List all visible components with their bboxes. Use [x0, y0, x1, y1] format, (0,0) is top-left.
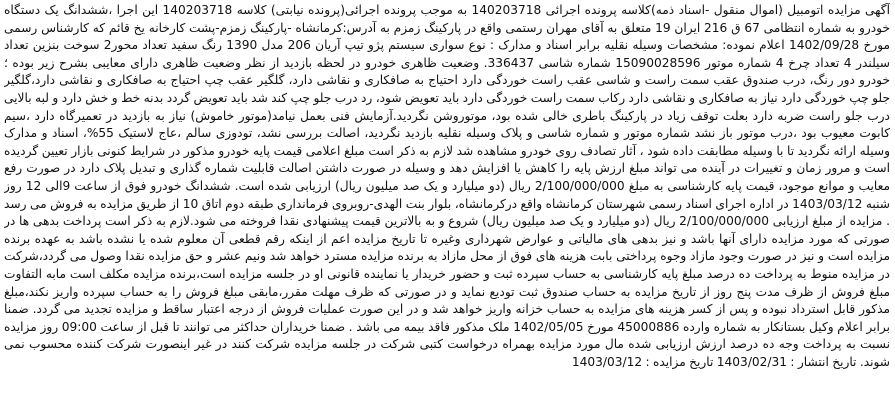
auction-notice: [4, 2, 890, 408]
auction-notice-body: آگهی مزایده اتومبیل (اموال منقول -اسناد ذمه)کلاسه پرونده اجرائی 140203718 به موجب پرونده اجرائی(پرونده نیابتی) کلاسه 140203718 این اجرا ،ششدانگ یک دستگاه خودرو به شماره انتظامی 67 ق 216 ایران 19 متعلق به آقای مهران رستمی واقع در پارکینگ زمزم به آدرس:کرمانشاه -پارکینگ زمزم-پشت کارخانه یخ قائم که کارشناس رسمی مورخ 1402/09/28 اعلام نموده: مشخصات وسیله نقلیه برابر اسناد و مدارک : نوع سواری سیستم پژو تیپ آریان 206 مدل 1390 رنگ سفید تعداد محور2 سوخت بنزین تعداد سیلندر 4 تعداد چرخ 4 شماره موتور 15090028596 شماره شاسی 336437. وضعیت ظاهری خودرو در لحظه بازدید از نظر وضعیت ظاهری دارای معایبی بشرح زیر بوده ؛ خودرو دور رنگ، درب صندوق عقب سمت راست و شاسی عقب راست خوردگی دارد احتیاج به صافکاری و نقاشی دارد، گلگیر عقب چپ احتیاج به صافکاری و نقاشی دارد،گلگیر جلو چپ خوردگی دارد نیاز به صافکاری و نقاشی دارد رکاب سمت راست خوردگی دارد باید تعویض شود، رد درب جلو چپ کند شد باید تعویض گردد بدنه خط و خش دارد و لبه بالایی درب جلو راست ضربه دارد بعلت توقف زیاد در پارکینگ باطری خالی شده بود، موتوروشن نگردید.آزمایش فنی بعمل نیامد(موتور خاموش) نیاز به بازدید در تعمیرگاه دارد ،سیم کابوت معیوب بود ،درب موتور باز نشد شماره موتور و شماره شاسی و پلاک وسیله نقلیه بازدید نگردید، اصالت بررسی نشد، تودوزی سالم ،عاج لاستیک 55%، اسناد و مدارک وسیله ارائه نگردید تا با وسیله مطابقت داده شود ، آثار تصادف روی خودرو مشاهده شد لازم به ذکر است مبلغ اعلامی قیمت پایه خودرو مذکور در شرایط کنونی بازار تعیین گردیده است و مرور زمان و تغییرات در آینده می تواند مبلغ ارزش پایه را کاهش یا افزایش دهد و وسیله در صورت داشتن اصالت قابلیت شماره گذاری و تبدیل پلاک دارد در صورت رفع معایب و موانع موجود، قیمت پایه کارشناسی به مبلغ 2/100/000/000 ریال (دو میلیارد و یک صد میلیون ریال) ارزیابی شده است. ششدانگ خودرو فوق از ساعت 9الی 12 روز شنبه 1403/03/12 در اداره اجرای اسناد رسمی شهرستان کرمانشاه واقع درکرمانشاه، بلوار بنت الهدی-روبروی فرمانداری طبقه دوم اتاق 10 از طریق مزایده به فروش می رسد . مزایده از مبلغ ارزیابی 2/100/000/000 ریال (دو میلیارد و یک صد میلیون ریال) شروع و به بالاترین قیمت پیشنهادی نقدا فروخته می شود.لازم به ذکر است پرداخت بدهی ها در صورتی که مورد مزایده دارای آنها باشد و نیز بدهی های مالیاتی و عوارض شهرداری وغیره تا تاریخ مزایده اعم از اینکه رقم قطعی آن معلوم شده یا نشده باشد به عهده برنده مزایده است و نیز در صورت وجود مازاد وجوه پرداختی بابت هزینه های فوق از محل مازاد به برنده مزایده مسترد خواهد شد ونیم عشر و حق مزایده نقدا وصول می گردد،شرکت در مزایده منوط به پرداخت ده درصد مبلغ پایه کارشناسی به حساب سپرده ثبت و حضور خریدار یا نماینده قانونی او در جلسه مزایده است،برنده مزایده مکلف است مابه التفاوت مبلغ فروش از ظرف مدت پنج روز از تاریخ مزایده به حساب صندوق ثبت تودیع نماید و در صورتی که ظرف مهلت مقرر،مابقی مبلغ فروش را به حساب سپرده واریز نکند،مبلغ مذکور قابل استرداد نبوده و پس از کسر هزینه های مزایده به حساب خزانه واریز خواهد شد و در این صورت عملیات فروش از درجه اعتبار ساقط و مزایده تجدید می گردد. ضمنا برابر اعلام وکیل بستانکار به شماره وارده 45000886 مورخ 1402/05/05 ملک مذکور فاقد بیمه می باشد . ضمنا خریداران حداکثر می توانند تا قبل از ساعت 09:00 روز مزایده نسبت به پرداخت وجه ده درصد ارزش ارزیابی شده مال مورد مزایده بهمراه درخواست کتبی شرکت در جلسه مزایده شرکت کنند در غیر اینصورت شرکت کننده محسوب نمی شوند. تاریخ انتشار : 1403/02/31 تاریخ مزایده : 1403/03/12: [4, 3, 890, 369]
